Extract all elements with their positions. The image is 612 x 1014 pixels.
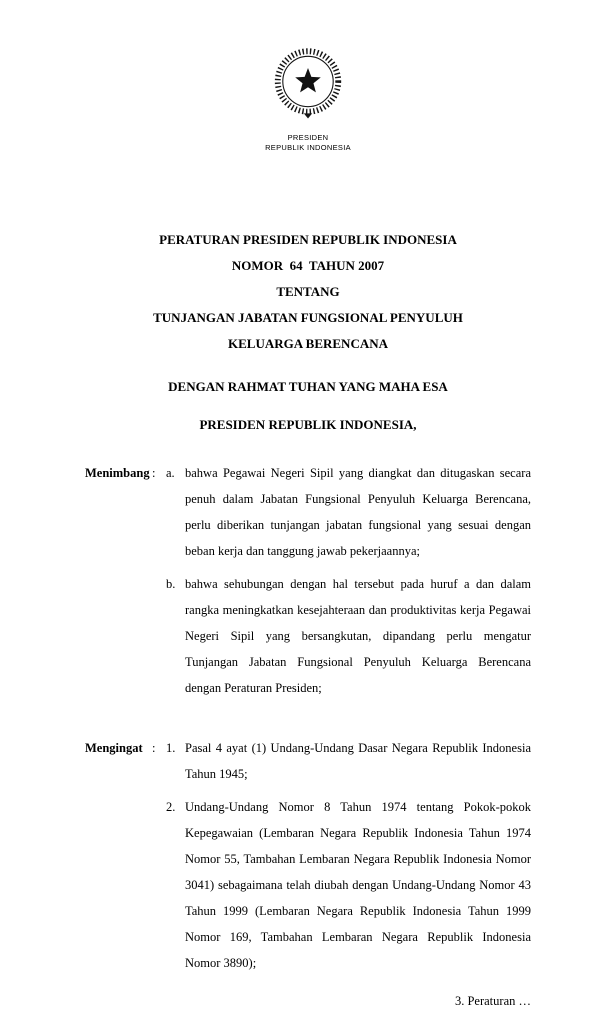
page-catchword: 3. Peraturan …: [454, 994, 531, 1008]
item-text: bahwa Pegawai Negeri Sipil yang diangkat dan ditugaskan secara penuh dalam Jabatan Fungsional Penyuluh Keluarga Berencana, perlu diberikan tunjangan jabatan fungsional yang sesuai dengan beban kerja dan tanggung jawab pekerjaannya;: [185, 466, 531, 558]
menimbang-section: [85, 460, 531, 701]
menimbang-item-a: [166, 460, 531, 564]
menimbang-label: Menimbang: [85, 466, 150, 480]
letterhead-caption-line1: PRESIDEN: [287, 133, 329, 142]
item-marker: 2.: [166, 800, 176, 814]
letterhead-caption: [85, 133, 531, 153]
menimbang-item-b: [166, 571, 531, 701]
menimbang-colon: :: [152, 466, 156, 480]
item-text: Pasal 4 ayat (1) Undang-Undang Dasar Negara Republik Indonesia Tahun 1945;: [185, 741, 531, 781]
regulation-title: [85, 227, 531, 357]
item-marker: 1.: [166, 741, 176, 755]
letterhead-caption-line2: REPUBLIK INDONESIA: [265, 143, 351, 152]
title-line-subject-2: KELUARGA BERENCANA: [228, 336, 388, 351]
title-line-regulation: PERATURAN PRESIDEN REPUBLIK INDONESIA: [159, 232, 457, 247]
mengingat-colon: :: [152, 741, 156, 755]
item-marker: a.: [166, 466, 175, 480]
issuer-line: PRESIDEN REPUBLIK INDONESIA,: [199, 417, 417, 432]
mengingat-item-2: [166, 794, 531, 976]
menimbang-items: [166, 460, 531, 701]
item-text: bahwa sehubungan dengan hal tersebut pada huruf a dan dalam rangka meningkatkan kesejahteraan dan produktivitas kerja Pegawai Negeri Sipil yang bersangkutan, dipandang perlu mengatur Tunjangan Jabatan Fungsional Penyuluh Keluarga Berencana dengan Peraturan Presiden;: [185, 577, 531, 695]
item-text: Undang-Undang Nomor 8 Tahun 1974 tentang Pokok-pokok Kepegawaian (Lembaran Negara Republik Indonesia Tahun 1974 Nomor 55, Tambahan Lembaran Negara Republik Indonesia Nomor 3041) sebagaimana telah diubah dengan Undang-Undang Nomor 43 Tahun 1999 (Lembaran Negara Republik Indonesia Tahun 1999 Nomor 169, Tambahan Lembaran Negara Republik Indonesia Nomor 3890);: [185, 800, 531, 970]
presidential-seal: [266, 42, 350, 126]
invocation-line: DENGAN RAHMAT TUHAN YANG MAHA ESA: [168, 379, 448, 394]
title-line-tentang: TENTANG: [276, 284, 340, 299]
title-line-number: NOMOR 64 TAHUN 2007: [231, 258, 385, 273]
title-line-subject-1: TUNJANGAN JABATAN FUNGSIONAL PENYULUH: [153, 310, 463, 325]
mengingat-label: Mengingat: [85, 741, 143, 755]
item-marker: b.: [166, 577, 176, 591]
wreath-knot: [304, 113, 312, 118]
mengingat-item-1: [166, 735, 531, 787]
mengingat-section: [85, 735, 531, 976]
letterhead: [85, 42, 531, 153]
mengingat-items: [166, 735, 531, 976]
